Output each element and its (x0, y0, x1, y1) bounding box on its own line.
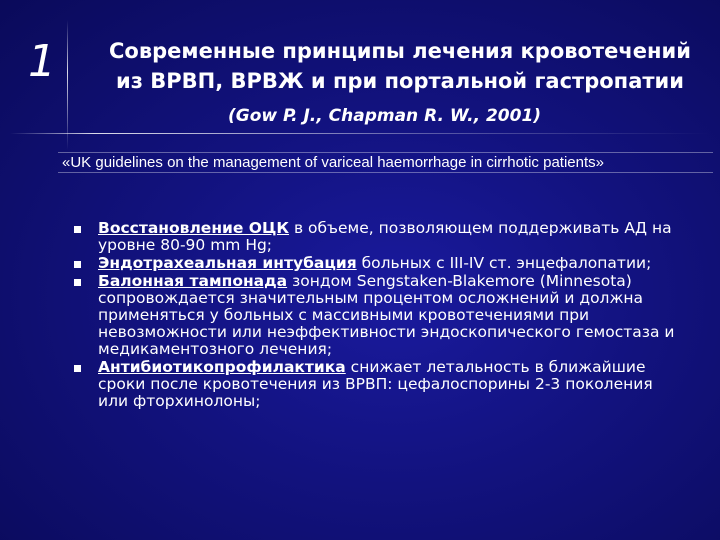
guideline-title: «UK guidelines on the management of variceal haemorrhage in cirrhotic patients» (58, 152, 713, 173)
bullet-square-icon (74, 279, 81, 286)
bullet-square-icon (74, 226, 81, 233)
citation: (Gow P. J., Chapman R. W., 2001) (228, 106, 542, 126)
vertical-divider (67, 20, 68, 150)
horizontal-divider (10, 133, 710, 134)
bullet-term: Восстановление ОЦК (98, 219, 290, 237)
list-item (74, 359, 684, 410)
bullet-text: больных с III-IV ст. энцефалопатии; (356, 254, 652, 272)
title-line-1: Современные принципы лечения кровотечений (109, 39, 691, 63)
bullet-square-icon (74, 365, 81, 372)
title-line-2: из ВРВП, ВРВЖ и при портальной гастропатии (116, 69, 684, 94)
bullet-term: Балонная тампонада (98, 272, 288, 290)
bullet-square-icon (74, 261, 81, 268)
slide-number: 1 (28, 36, 56, 87)
slide-title (90, 36, 710, 97)
bullet-term: Антибиотикопрофилактика (98, 358, 346, 376)
bullet-term: Эндотрахеальная интубация (98, 254, 357, 272)
list-item (74, 220, 684, 254)
bullet-list (74, 220, 684, 410)
bullet-text: в объеме, позволяющем поддерживать АД на уровне 80-90 mm Hg; (98, 219, 672, 254)
list-item (74, 273, 684, 358)
bullet-text: зондом Sengstaken-Blakemore (Minnesota) сопровождается значительным процентом осложнений и должна применяться у больных с массивными кровотечениями при невозможности или неэффективности эндоскопического гемостаза и медикаментозного лечения; (98, 272, 675, 358)
bullet-text: снижает летальность в ближайшие сроки после кровотечения из ВРВП: цефалоспорины 2-3 поколения или фторхинолоны; (98, 358, 653, 410)
list-item (74, 255, 684, 272)
